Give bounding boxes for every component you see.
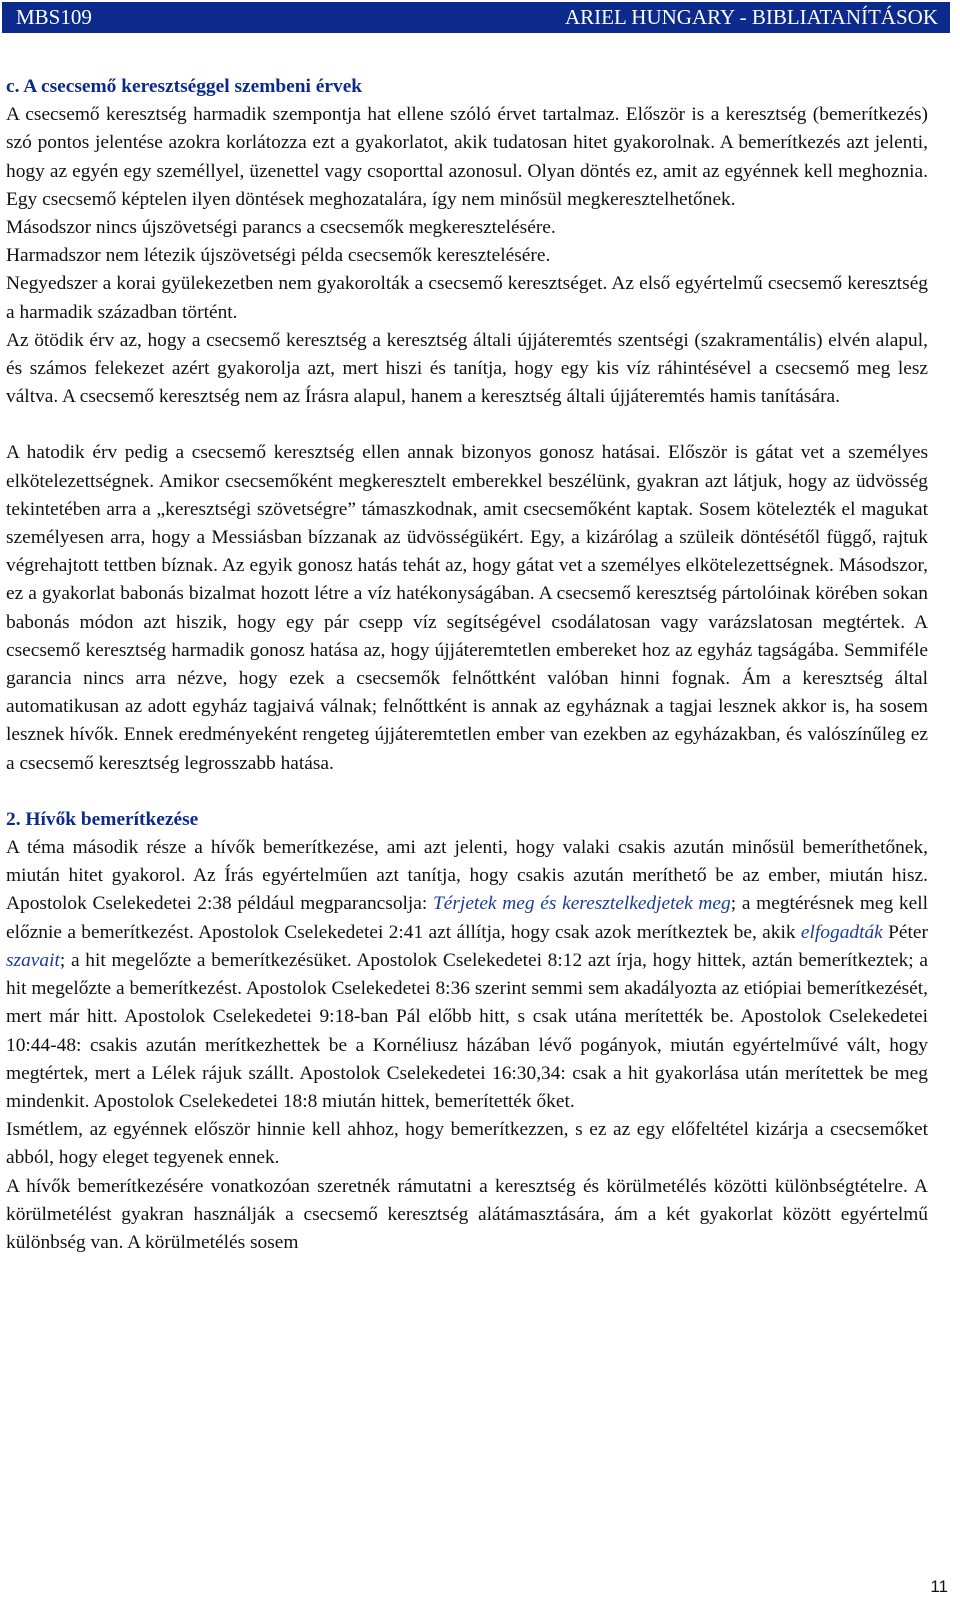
section-2-number: 2. bbox=[6, 808, 21, 830]
paragraph: Az ötödik érv az, hogy a csecsemő keresztség a keresztség általi újjáteremtés szentségi (szakramentális) elvén alapul, és számos felekezet azért gyakorolja azt, mert hiszi és tanítja, hogy egy kis víz ráhintésével a csecsemő meg lesz váltva. A csecsemő keresztség nem az Írásra alapul, hanem a keresztség általi újjáteremtés hamis tanítására. bbox=[6, 329, 928, 408]
page-header bbox=[2, 2, 950, 33]
section-c-heading: c. A csecsemő keresztséggel szembeni érvek bbox=[6, 76, 363, 97]
header-publisher: ARIEL HUNGARY - BIBLIATANÍTÁSOK bbox=[565, 5, 938, 29]
paragraph: Ismétlem, az egyénnek először hinnie kell ahhoz, hogy bemerítkezzen, s ez az egy előfeltétel kizárja a csecsemőket abból, hogy eleget tegyenek ennek. bbox=[6, 1119, 928, 1169]
paragraph: Negyedszer a korai gyülekezetben nem gyakorolták a csecsemő keresztséget. Az első egyértelmű csecsemő keresztség a harmadik században történt. bbox=[6, 273, 928, 323]
scripture-quote: szavait bbox=[6, 949, 60, 971]
paragraph: A hívők bemerítkezésére vonatkozóan szeretnék rámutatni a keresztség és körülmetélés közötti különbségtételre. A körülmetélést gyakran használják a csecsemő keresztség alátámasztására, ám a két gyakorlat között egyértelmű különbség van. A körülmetélés sosem bbox=[6, 1175, 928, 1253]
paragraph: A hatodik érv pedig a csecsemő keresztség ellen annak bizonyos gonosz hatásai. Először is gátat vet a személyes elkötelezettségnek. Amikor csecsemőként megkeresztelt emberekkel beszélünk, gyakran azt látjuk, hogy az üdvösség tekintetében arra a „keresztségi szövetségre” támaszkodnak, amit csecsemőként kaptak. Sosem kötelezték el magukat személyesen arra, hogy a Messiásban bízzanak az üdvösségükért. Egy, a kizárólag a szüleik döntésétől függő, rajtuk végrehajtott tettben bíznak. Az egyik gonosz hatás tehát az, hogy gátat vet a személyes elkötelezettségnek. Másodszor, ez a gyakorlat babonás bizalmat hozott létre a víz hatékonyságában. A csecsemő keresztség pártolóinak körében sokan babonás módon azt hiszik, hogy egy pár csepp víz segítségével csodálatosan vagy varázslatosan megtértek. A csecsemő keresztség harmadik gonosz hatása az, hogy újjáteremtetlen embereket hoz az egyház tagságába. Semmiféle garancia nincs arra nézve, hogy ezek a csecsemők felnőttként valóban hinni fognak. Ám a keresztség által automatikusan az adott egyház tagjaivá válnak; felnőttként is annak az egyháznak a tagjai lesznek akkor is, ha sosem lesznek hívők. Ennek eredményeként rengeteg újjáteremtetlen ember van ezekben az egyházakban, és valószínűleg ez a csecsemő keresztség legrosszabb hatása. bbox=[6, 442, 928, 774]
paragraph: A csecsemő keresztség harmadik szempontja hat ellene szóló érvet tartalmaz. Először is a keresztség (bemerítkezés) szó pontos jelentése azokra korlátozza ezt a gyakorlatot, akik tudatosan hitet gyakorolnak. A bemerítkezés azt jelenti, hogy az egyén egy személlyel, üzenettel vagy csoporttal azonosul. Olyan döntés ez, amit az egyénnek kell meghoznia. Egy csecsemő képtelen ilyen döntések meghozatalára, így nem minősül megkeresztelhetőnek. bbox=[6, 104, 928, 210]
text-run: Péter bbox=[882, 921, 928, 943]
section-2-heading bbox=[6, 806, 928, 834]
text-run: A téma második része a hívők bemerítkezése, ami azt jelenti, hogy valaki csakis azután minősül bemeríthetőnek, miután hitet gyakorol. Az Írás egyértelműen azt tanítja, hogy csakis azután meríthető be az ember, miután hisz. Apostolok Cselekedetei 2:38 például megparancsolja: bbox=[6, 837, 928, 915]
scripture-quote: Térjetek meg és keresztelkedjetek meg bbox=[433, 893, 731, 915]
paragraph: Harmadszor nem létezik újszövetségi példa csecsemők keresztelésére. bbox=[6, 245, 551, 267]
text-run: ; a hit megelőzte a bemerítkezésüket. Apostolok Cselekedetei 8:12 azt írja, hogy hittek, aztán bemerítkeztek; a hit megelőzte a bemerítkezést. Apostolok Cselekedetei 8:36 szerint semmi sem akadályozta az etiópiai bemerítkezését, mert már hitt. Apostolok Cselekedetei 9:18-ban Pál előbb hitt, s csak utána merítették be. Apostolok Cselekedetei 10:44-48: csakis azután merítkezhettek be a Kornéliusz házában lévő pogányok, miután egyértelművé vált, hogy megtértek, mert a Lélek rájuk szállt. Apostolok Cselekedetei 16:30,34: csak a hit gyakorlása után merítettek be meg mindenkit. Apostolok Cselekedetei 18:8 miután hittek, bemerítették őket. bbox=[6, 949, 928, 1112]
text-run: ; a megtérésnek meg kell előznie a bemerítkezést. Apostolok Cselekedetei 2:41 azt állítja, hogy csak azok merítkeztek be, akik bbox=[6, 893, 928, 943]
section-2-title: Hívők bemerítkezése bbox=[25, 808, 199, 830]
scripture-quote: elfogadták bbox=[800, 921, 883, 943]
document-body bbox=[6, 73, 928, 1257]
spacer bbox=[6, 778, 928, 806]
spacer bbox=[6, 411, 928, 439]
paragraph bbox=[6, 834, 928, 1116]
page-number: 11 bbox=[930, 1577, 948, 1596]
header-doc-code: MBS109 bbox=[16, 5, 92, 29]
paragraph: Másodszor nincs újszövetségi parancs a csecsemők megkeresztelésére. bbox=[6, 217, 556, 239]
